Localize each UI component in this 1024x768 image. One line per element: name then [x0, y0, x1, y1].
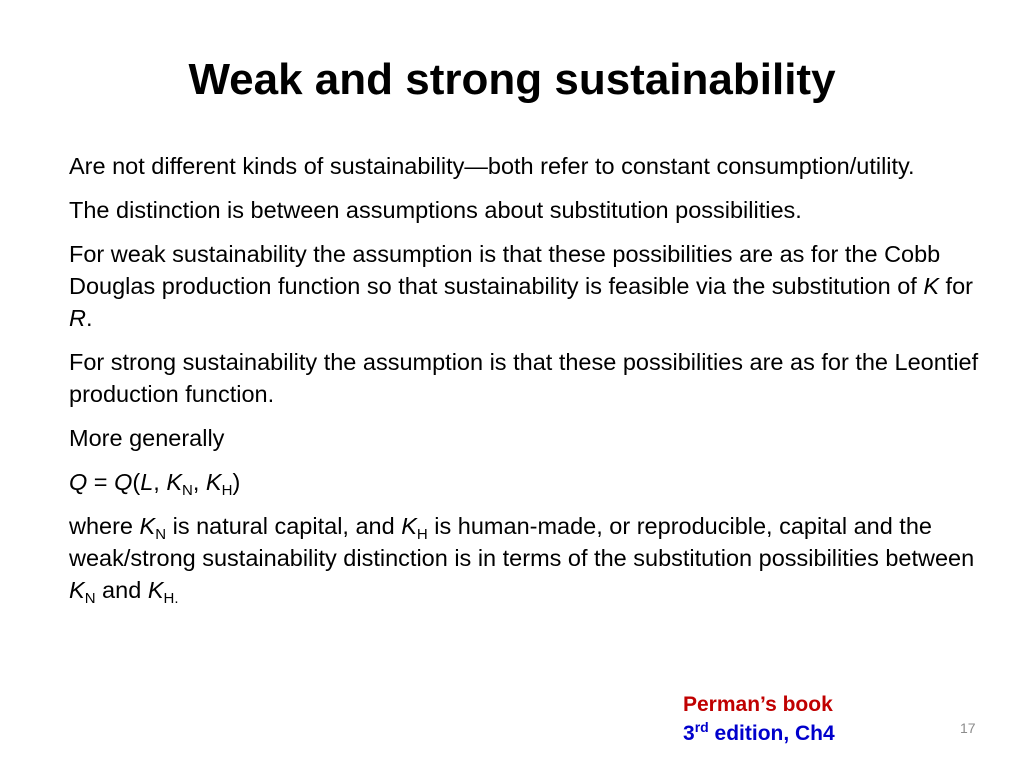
weak-text-3: .	[85, 305, 93, 331]
edition-number: 3	[683, 722, 695, 745]
cap-k-n: K	[139, 513, 156, 539]
edition-rest: edition, Ch4	[708, 722, 835, 745]
paragraph-weak-sustainability	[69, 238, 999, 334]
eq-comma-1: ,	[153, 469, 167, 495]
cap-sub-h: H	[416, 526, 428, 543]
eq-k-human: K	[205, 469, 222, 495]
cap-k-n-2: K	[69, 577, 85, 603]
eq-q: Q	[69, 469, 88, 495]
paragraph-capital-definitions	[69, 510, 999, 606]
edition-superscript: rd	[694, 719, 709, 735]
cap-text-2: is natural capital, and	[166, 513, 402, 539]
page-number: 17	[960, 720, 976, 736]
slide-title: Weak and strong sustainability	[188, 55, 836, 104]
eq-equals: =	[87, 469, 115, 495]
eq-comma-2: ,	[192, 469, 206, 495]
cap-sub-h-2: H.	[163, 590, 179, 607]
variable-k: K	[923, 273, 940, 299]
eq-subscript-h: H	[221, 482, 233, 499]
weak-text-1: For weak sustainability the assumption is that these possibilities are as for the Cobb Douglas production function so that sustainability is feasible via the substitution of	[69, 241, 941, 299]
variable-r: R	[69, 305, 86, 331]
cap-sub-n: N	[155, 526, 167, 543]
reference-edition	[683, 719, 835, 748]
cap-text-1: where	[69, 513, 140, 539]
weak-text-2: for	[939, 273, 973, 299]
cap-text-3: is human-made, or reproducible, capital and the weak/strong sustainability distinction is in terms of the substitution possibilities between	[69, 513, 975, 571]
paragraph-definition: Are not different kinds of sustainability—both refer to constant consumption/utility.	[69, 153, 915, 179]
paragraph-distinction: The distinction is between assumptions about substitution possibilities.	[69, 197, 802, 223]
eq-subscript-n: N	[182, 482, 193, 499]
paragraph-more-generally: More generally	[69, 425, 225, 451]
eq-l: L	[140, 469, 154, 495]
book-reference	[683, 690, 835, 748]
cap-sub-n-2: N	[84, 590, 96, 607]
eq-close-paren: )	[232, 469, 241, 495]
slide-body	[69, 150, 999, 618]
paragraph-strong-sustainability: For strong sustainability the assumption is that these possibilities are as for the Leontief production function.	[69, 349, 979, 407]
cap-k-h-2: K	[147, 577, 164, 603]
cap-k-h: K	[401, 513, 417, 539]
eq-k-natural: K	[166, 469, 183, 495]
eq-open-paren: (	[132, 469, 141, 495]
eq-q-function: Q	[114, 469, 133, 495]
reference-book-title: Perman’s book	[683, 693, 833, 716]
production-equation	[69, 466, 999, 498]
cap-text-4: and	[95, 577, 148, 603]
